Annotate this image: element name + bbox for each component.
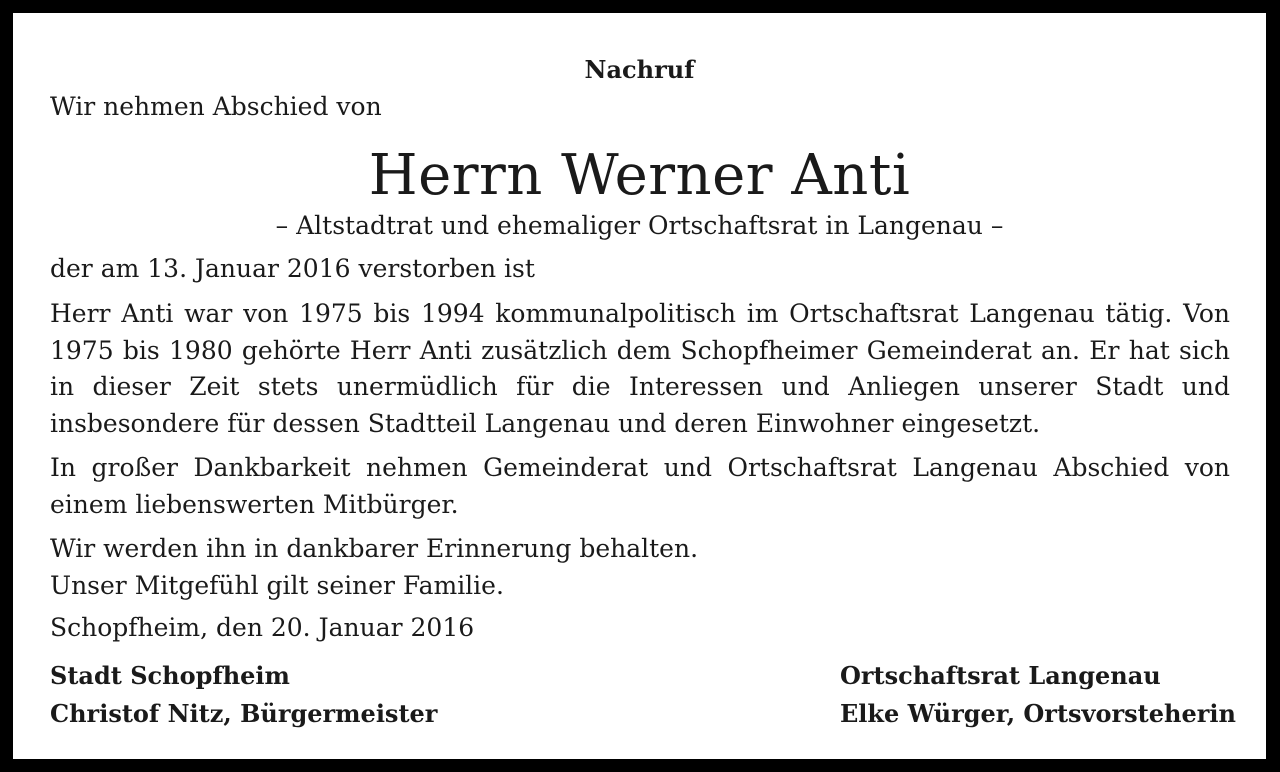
intro-text: Wir nehmen Abschied von <box>50 92 382 121</box>
signature-right-person: Elke Würger, Ortsvorsteherin <box>840 699 1236 728</box>
notice-heading: Nachruf <box>584 55 695 84</box>
tribute-paragraph: Herr Anti war von 1975 bis 1994 kommunalpolitisch im Ortschaftsrat Langenau tätig. Von 1975 bis 1980 gehörte Herr Anti zusätzlich dem Schopfheimer Gemeinderat an. Er hat sich in dieser Zeit stets unermüdlich für die Interessen und Anliegen unserer Stadt und insbesondere für dessen Stadtteil Langenau und deren Einwohner eingesetzt. <box>50 299 1230 438</box>
condolence-line: Unser Mitgefühl gilt seiner Familie. <box>50 570 504 600</box>
remembrance-line: Wir werden ihn in dankbarer Erinnerung behalten. <box>50 534 699 563</box>
signature-left-organization: Stadt Schopfheim <box>50 661 290 690</box>
signature-right-organization: Ortschaftsrat Langenau <box>840 661 1161 690</box>
signature-right <box>840 657 1236 733</box>
signature-left <box>50 657 437 733</box>
obituary-notice <box>13 13 1266 759</box>
remembrance-paragraph <box>50 531 1230 604</box>
deceased-name: Herrn Werner Anti <box>368 143 911 208</box>
deceased-role: – Altstadtrat und ehemaliger Ortschaftsrat in Langenau – <box>275 211 1004 240</box>
place-and-date: Schopfheim, den 20. Januar 2016 <box>50 613 475 642</box>
gratitude-paragraph: In großer Dankbarkeit nehmen Gemeinderat und Ortschaftsrat Langenau Abschied von einem liebenswerten Mitbürger. <box>50 453 1230 519</box>
signature-left-person: Christof Nitz, Bürgermeister <box>50 699 438 728</box>
death-date-text: der am 13. Januar 2016 verstorben ist <box>50 254 535 283</box>
